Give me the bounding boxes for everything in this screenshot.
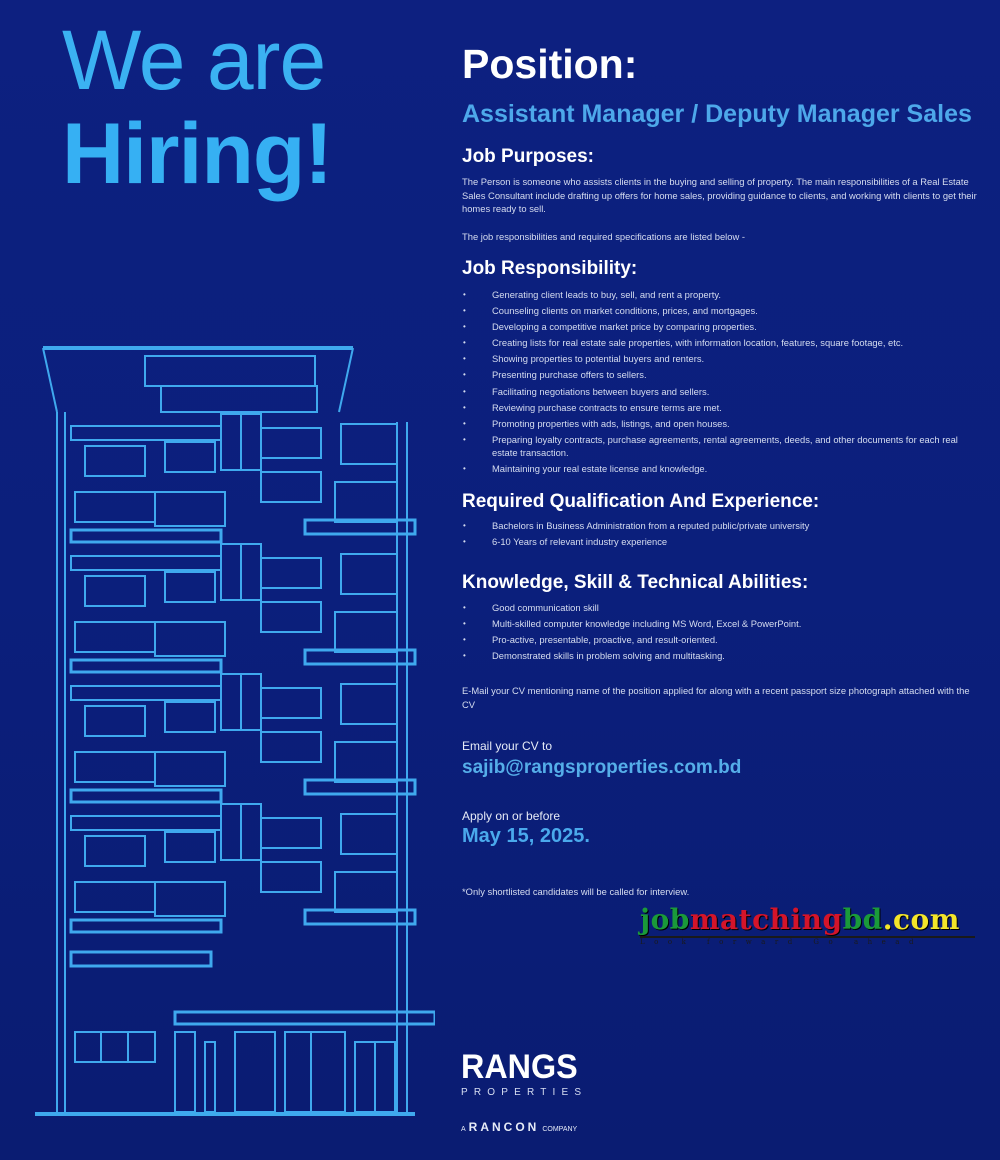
list-item: • Maintaining your real estate license and knowledge. — [462, 462, 982, 476]
contact-email-link[interactable]: sajib@rangsproperties.com.bd — [462, 757, 742, 779]
job-purposes-note: The job responsibilities and required specifications are listed below - — [462, 230, 745, 242]
rancon-brand: RANCON — [468, 1120, 540, 1134]
email-label: Email your CV to — [462, 739, 553, 754]
position-label: Position: — [462, 41, 638, 87]
list-item: • Generating client leads to buy, sell, and rent a property. — [462, 288, 982, 302]
list-item: • Counseling clients on market conditions, prices, and mortgages. — [462, 304, 982, 318]
list-item: • Facilitating negotiations between buyers and sellers. — [462, 385, 982, 399]
knowledge-list — [462, 601, 982, 663]
logo-subtitle: PROPERTIES — [461, 1087, 588, 1098]
list-item: • Bachelors in Business Administration from a reputed public/private university — [462, 519, 982, 533]
list-item: • Multi-skilled computer knowledge including MS Word, Excel & PowerPoint. — [462, 617, 982, 631]
rangs-properties-logo — [461, 1050, 587, 1134]
job-purposes-paragraph: The Person is someone who assists clients in the buying and selling of property. The main responsibilities of a Real Estate Sales Consultant include drafting up offers for home sales, providing guidance to clients, and working with clients to get their homes ready to sell. — [462, 176, 977, 214]
list-item: • Preparing loyalty contracts, purchase agreements, rental agreements, deeds, and other documents for each real estate transaction. — [462, 433, 982, 460]
list-item: • Showing properties to potential buyers and renters. — [462, 352, 982, 366]
hero-line-we-are: We are — [62, 13, 326, 107]
watermark-tagline: Look forward Go ahead — [640, 936, 975, 947]
watermark-jobmatchingbd — [640, 905, 980, 947]
list-item: • Demonstrated skills in problem solving and multitasking. — [462, 649, 982, 663]
hero-headline — [62, 14, 332, 202]
deadline-date: May 15, 2025. — [462, 825, 590, 848]
hero-line-hiring: Hiring! — [62, 106, 333, 202]
list-item: • Promoting properties with ads, listings, and open houses. — [462, 417, 982, 431]
list-item: • Reviewing purchase contracts to ensure terms are met. — [462, 401, 982, 415]
list-item: • Good communication skill — [462, 601, 982, 615]
job-details — [462, 40, 982, 897]
list-item: • Pro-active, presentable, proactive, and result-oriented. — [462, 633, 982, 647]
watermark-text: jobmatchingbd.com — [640, 903, 960, 936]
knowledge-title: Knowledge, Skill & Technical Abilities: — [462, 571, 809, 593]
list-item: • Developing a competitive market price by comparing properties. — [462, 320, 982, 334]
shortlist-footnote: *Only shortlisted candidates will be called for interview. — [462, 886, 690, 898]
list-item: • Creating lists for real estate sale properties, with information location, features, square footage, etc. — [462, 336, 982, 350]
deadline-label: Apply on or before — [462, 809, 561, 824]
position-title: Assistant Manager / Deputy Manager Sales — [462, 100, 972, 128]
job-responsibility-title: Job Responsibility: — [462, 258, 638, 279]
list-item: • 6-10 Years of relevant industry experience — [462, 535, 982, 549]
building-illustration — [35, 342, 435, 1132]
qualification-list — [462, 519, 982, 549]
parent-company: A RANCON COMPANY — [461, 1120, 578, 1134]
logo-name: RANGS — [461, 1048, 578, 1086]
job-purposes-title: Job Purposes: — [462, 146, 594, 167]
application-instructions: E-Mail your CV mentioning name of the position applied for along with a recent passport size photograph attached with the CV — [462, 685, 970, 710]
list-item: • Presenting purchase offers to sellers. — [462, 368, 982, 382]
responsibility-list — [462, 288, 982, 476]
qualification-title: Required Qualification And Experience: — [462, 490, 820, 512]
